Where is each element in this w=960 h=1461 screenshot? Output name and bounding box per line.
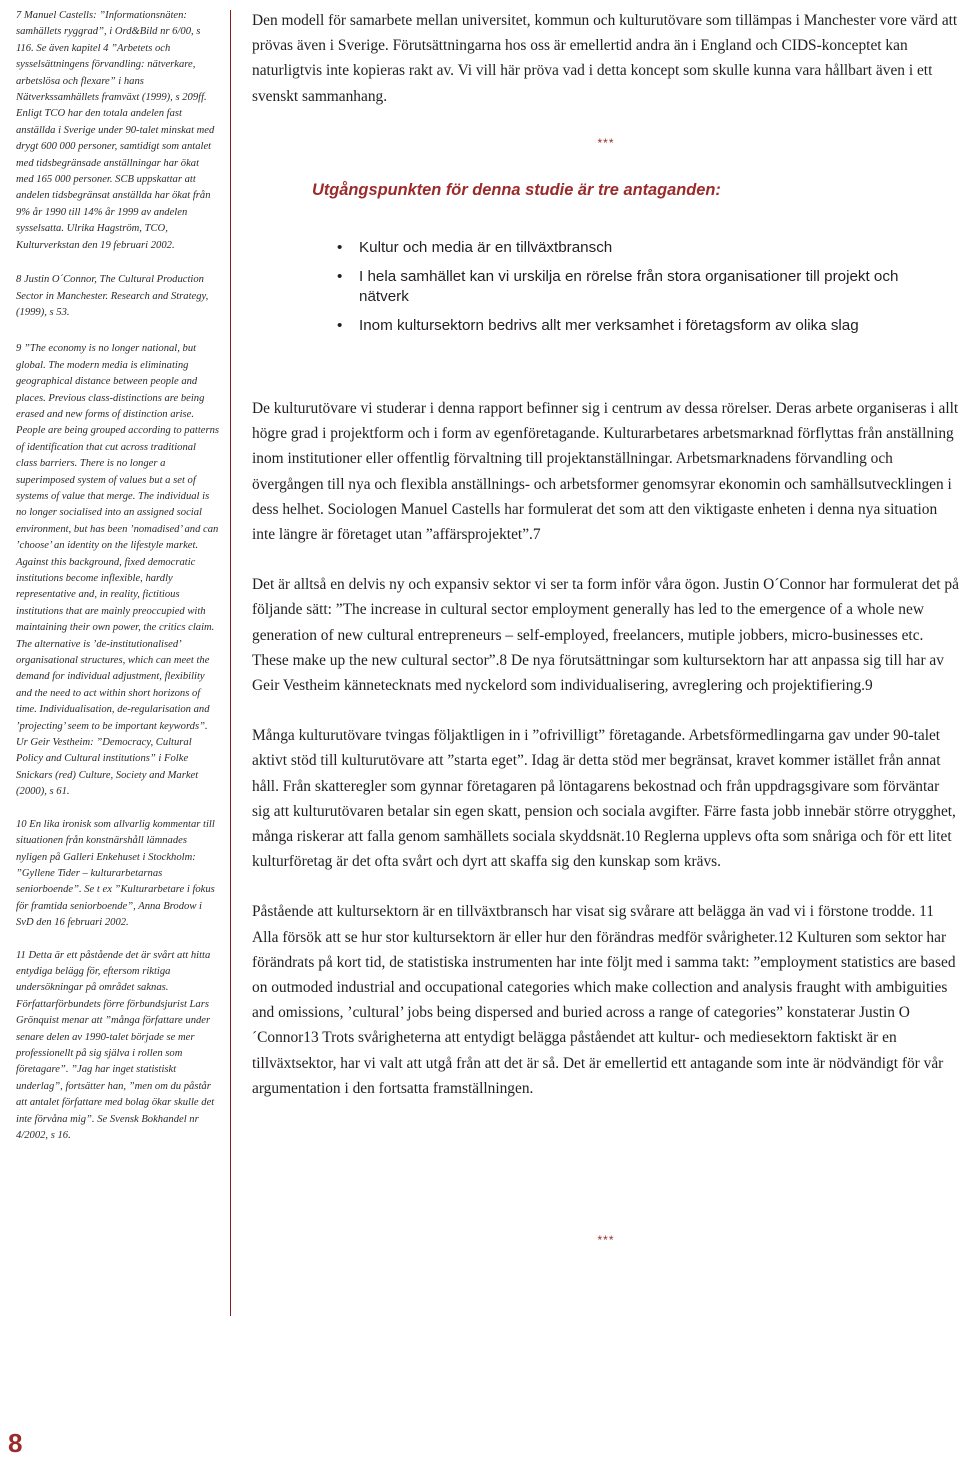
body-paragraph: Påstående att kultursektorn är en tillväxtbransch har visat sig svårare att belägga än vad vi i förstone trodde. 11 Alla försök att se hur stor kultursektorn är eller hur den förändras medför svårigheter.12 Kulturen som sektor har förändrats på kort tid, de statistiska instrumenten har inte följt med i samma takt: ”employment statistics are based on outmoded industrial and occupational categories which make collection and analysis fraught with ambiguities and omissions, ’cultural’ jobs being dispersed and buried across a range of categories” konstaterar Justin O´Connor13 Trots svårigheterna att entydigt belägga påståendet att kultur- och mediesektorn faktiskt är en tillväxtsektor, har vi valt att utgå från att det är så. Det är emellertid ett antagande som inte är nödvändigt för vår argumentation i den fortsatta framställningen. bbox=[252, 903, 956, 1097]
body-paragraph: Det är alltså en delvis ny och expansiv sektor vi ser ta form inför våra ögon. Justin O´Connor har formulerat det på följande sätt: ”The increase in cultural sector employment generally has led to the emergence of a whole new generation of new cultural entrepreneurs – self-employed, freelancers, mutiple jobbers, micro-businesses etc. These make up the new cultural sector”.8 De nya förutsättningar som kultursektorn har att anpassa sig till har av Geir Vestheim kännetecknats med nyckelord som individualisering, avreglering och projektifiering.9 bbox=[252, 576, 959, 695]
list-item: • I hela samhället kan vi urskilja en rörelse från stora organisationer till projekt och nätverk bbox=[359, 267, 919, 307]
footnote-9: 9 ”The economy is no longer national, but global. The modern media is eliminating geographical distance between people and places. Previous class-distinctions are being erased and new forms of distinction arise. People are being grouped according to patterns of identification that cut across traditional class barriers. There is no longer a superimposed system of values but a set of systems of value that merge. The individual is no longer socialised into an assigned social environment, but has been ’nomadised’ and can ’choose’ an identity on the lifestyle market. Against this background, fixed democratic institutions become inflexible, hardly representative and, in reality, fictitious institutions that are mainly preoccupied with maintaining their own power, the critics claim. The alternative is ’de-institutionalised’ organisational structures, which can meet the demand for individual adjustment, flexibility and the need to act within short horizons of time. Individualisation, de-regularisation and ’projecting’ seem to be important keywords”. Ur Geir Vestheim: ”Democracy, Cultural Policy and Cultural institutions” i Folke Snickars (red) Culture, Society and Market (2000), s 61. bbox=[16, 343, 220, 798]
footnote-8: 8 Justin O´Connor, The Cultural Production Sector in Manchester. Research and Strategy, (1999), s 53. bbox=[16, 274, 209, 318]
intro-paragraph: Den modell för samarbete mellan universitet, kommun och kulturutövare som tillämpas i Manchester vore värd att prövas även i Sverige. Förutsättningarna hos oss är emellertid andra än i England och CIDS-konceptet kan naturligtvis inte kopieras rakt av. Vi vill här pröva vad i detta koncept som skulle kunna vara hållbart även i ett svenskt sammanhang. bbox=[252, 12, 958, 105]
footnote-11: 11 Detta är ett påstående det är svårt att hitta entydiga belägg för, eftersom riktiga undersökningar på området saknas. Författarförbundets förre förbundsjurist Lars Grönquist menar att ”många författare under senare delen av 1990-talet började se mer professionellt på sig själva i rollen som företagare”. ”Jag har inget statistiskt underlag”, fortsätter han, ”men om du påstår att antalet författare med bolag ökar skulle det inte förvåna mig”. Se Svensk Bokhandel nr 4/2002, s 16. bbox=[16, 949, 215, 1141]
body-paragraph: De kulturutövare vi studerar i denna rapport befinner sig i centrum av dessa rörelser. Deras arbete organiseras i allt högre grad i projektform och i form av egenföretagande. Kulturarbetares arbetsmarknad förflyttas från anställning inom institutioner eller offentlig förvaltning till projektanställningar. Arbetsmarknadens förvandling och övergången till nya och flexibla anställnings- och arbetsformer genomsyrar ekonomin och samhällsutvecklingen i dess helhet. Sociologen Manuel Castells har formulerat det som att den viktigaste enheten i denna nya situation inte längre är företaget utan ”affärsprojektet”.7 bbox=[252, 400, 959, 544]
page-number: 8 bbox=[8, 1428, 23, 1458]
section-separator-top: *** bbox=[597, 136, 615, 150]
column-divider bbox=[230, 10, 231, 1316]
list-item: • Inom kultursektorn bedrivs allt mer verksamhet i företagsform av olika slag bbox=[359, 316, 919, 336]
section-separator-bottom: *** bbox=[597, 1233, 615, 1247]
intro-section bbox=[252, 8, 960, 134]
body-paragraph: Många kulturutövare tvingas följaktligen in i ”ofrivilligt” företagande. Arbetsförmedlingarna gav under 90-talet aktivt stöd till kulturutövare att ”starta eget”. Idag är detta stöd mer begränsat, kravet kommer istället från annat håll. Från skatteregler som gynnar företagaren på löntagarens bekostnad och från uppdragsgivare som förväntar sig att kulturutövaren betalar sin egen skatt, pension och sociala avgifter. Färre fasta jobb innebär större otrygghet, många riskerar att falla genom samhällets sociala skyddsnät.10 Reglerna upplevs ofta som snåriga och för ett litet kulturföretag är det ofta svårt och dyrt att skaffa sig den kunskap som krävs. bbox=[252, 727, 956, 871]
footnotes-column bbox=[16, 8, 219, 1160]
body-section bbox=[252, 396, 960, 1126]
footnote-7: 7 Manuel Castells: ”Informationsnäten: samhällets ryggrad”, i Ord&Bild nr 6/00, s 116. Se även kapitel 4 ”Arbetets och sysselsättningens förvandling: nätverkare, arbetslösa och flexare” i hans Nätverkssamhällets framväxt (1999), s 209ff. Enligt TCO har den totala andelen fast anställda i Sverige under 90-talet minskat med drygt 600 000 personer, samtidigt som antalet med tidsbegränsade anställningar har ökat med 165 000 personer. SCB uppskattar att andelen tidsbegränsat anställda har ökat från 9% år 1990 till 14% år 1999 av andelen sysselsatta. Ulrika Hagström, TCO, Kulturverkstan den 19 februari 2002. bbox=[16, 10, 215, 251]
list-item: • Kultur och media är en tillväxtbransch bbox=[359, 238, 919, 258]
assumptions-heading: Utgångspunkten för denna studie är tre antaganden: bbox=[312, 181, 721, 199]
assumptions-list bbox=[359, 238, 919, 345]
footnote-10: 10 En lika ironisk som allvarlig kommentar till situationen från konstnärshåll lämnades nyligen på Galleri Enkehuset i Stockholm: ”Gyllene Tider – kulturarbetarnas seniorboende”. Se t ex ”Kulturarbetare i fokus för framtida seniorboende”, Anna Brodow i SvD den 16 februari 2002. bbox=[16, 818, 215, 929]
